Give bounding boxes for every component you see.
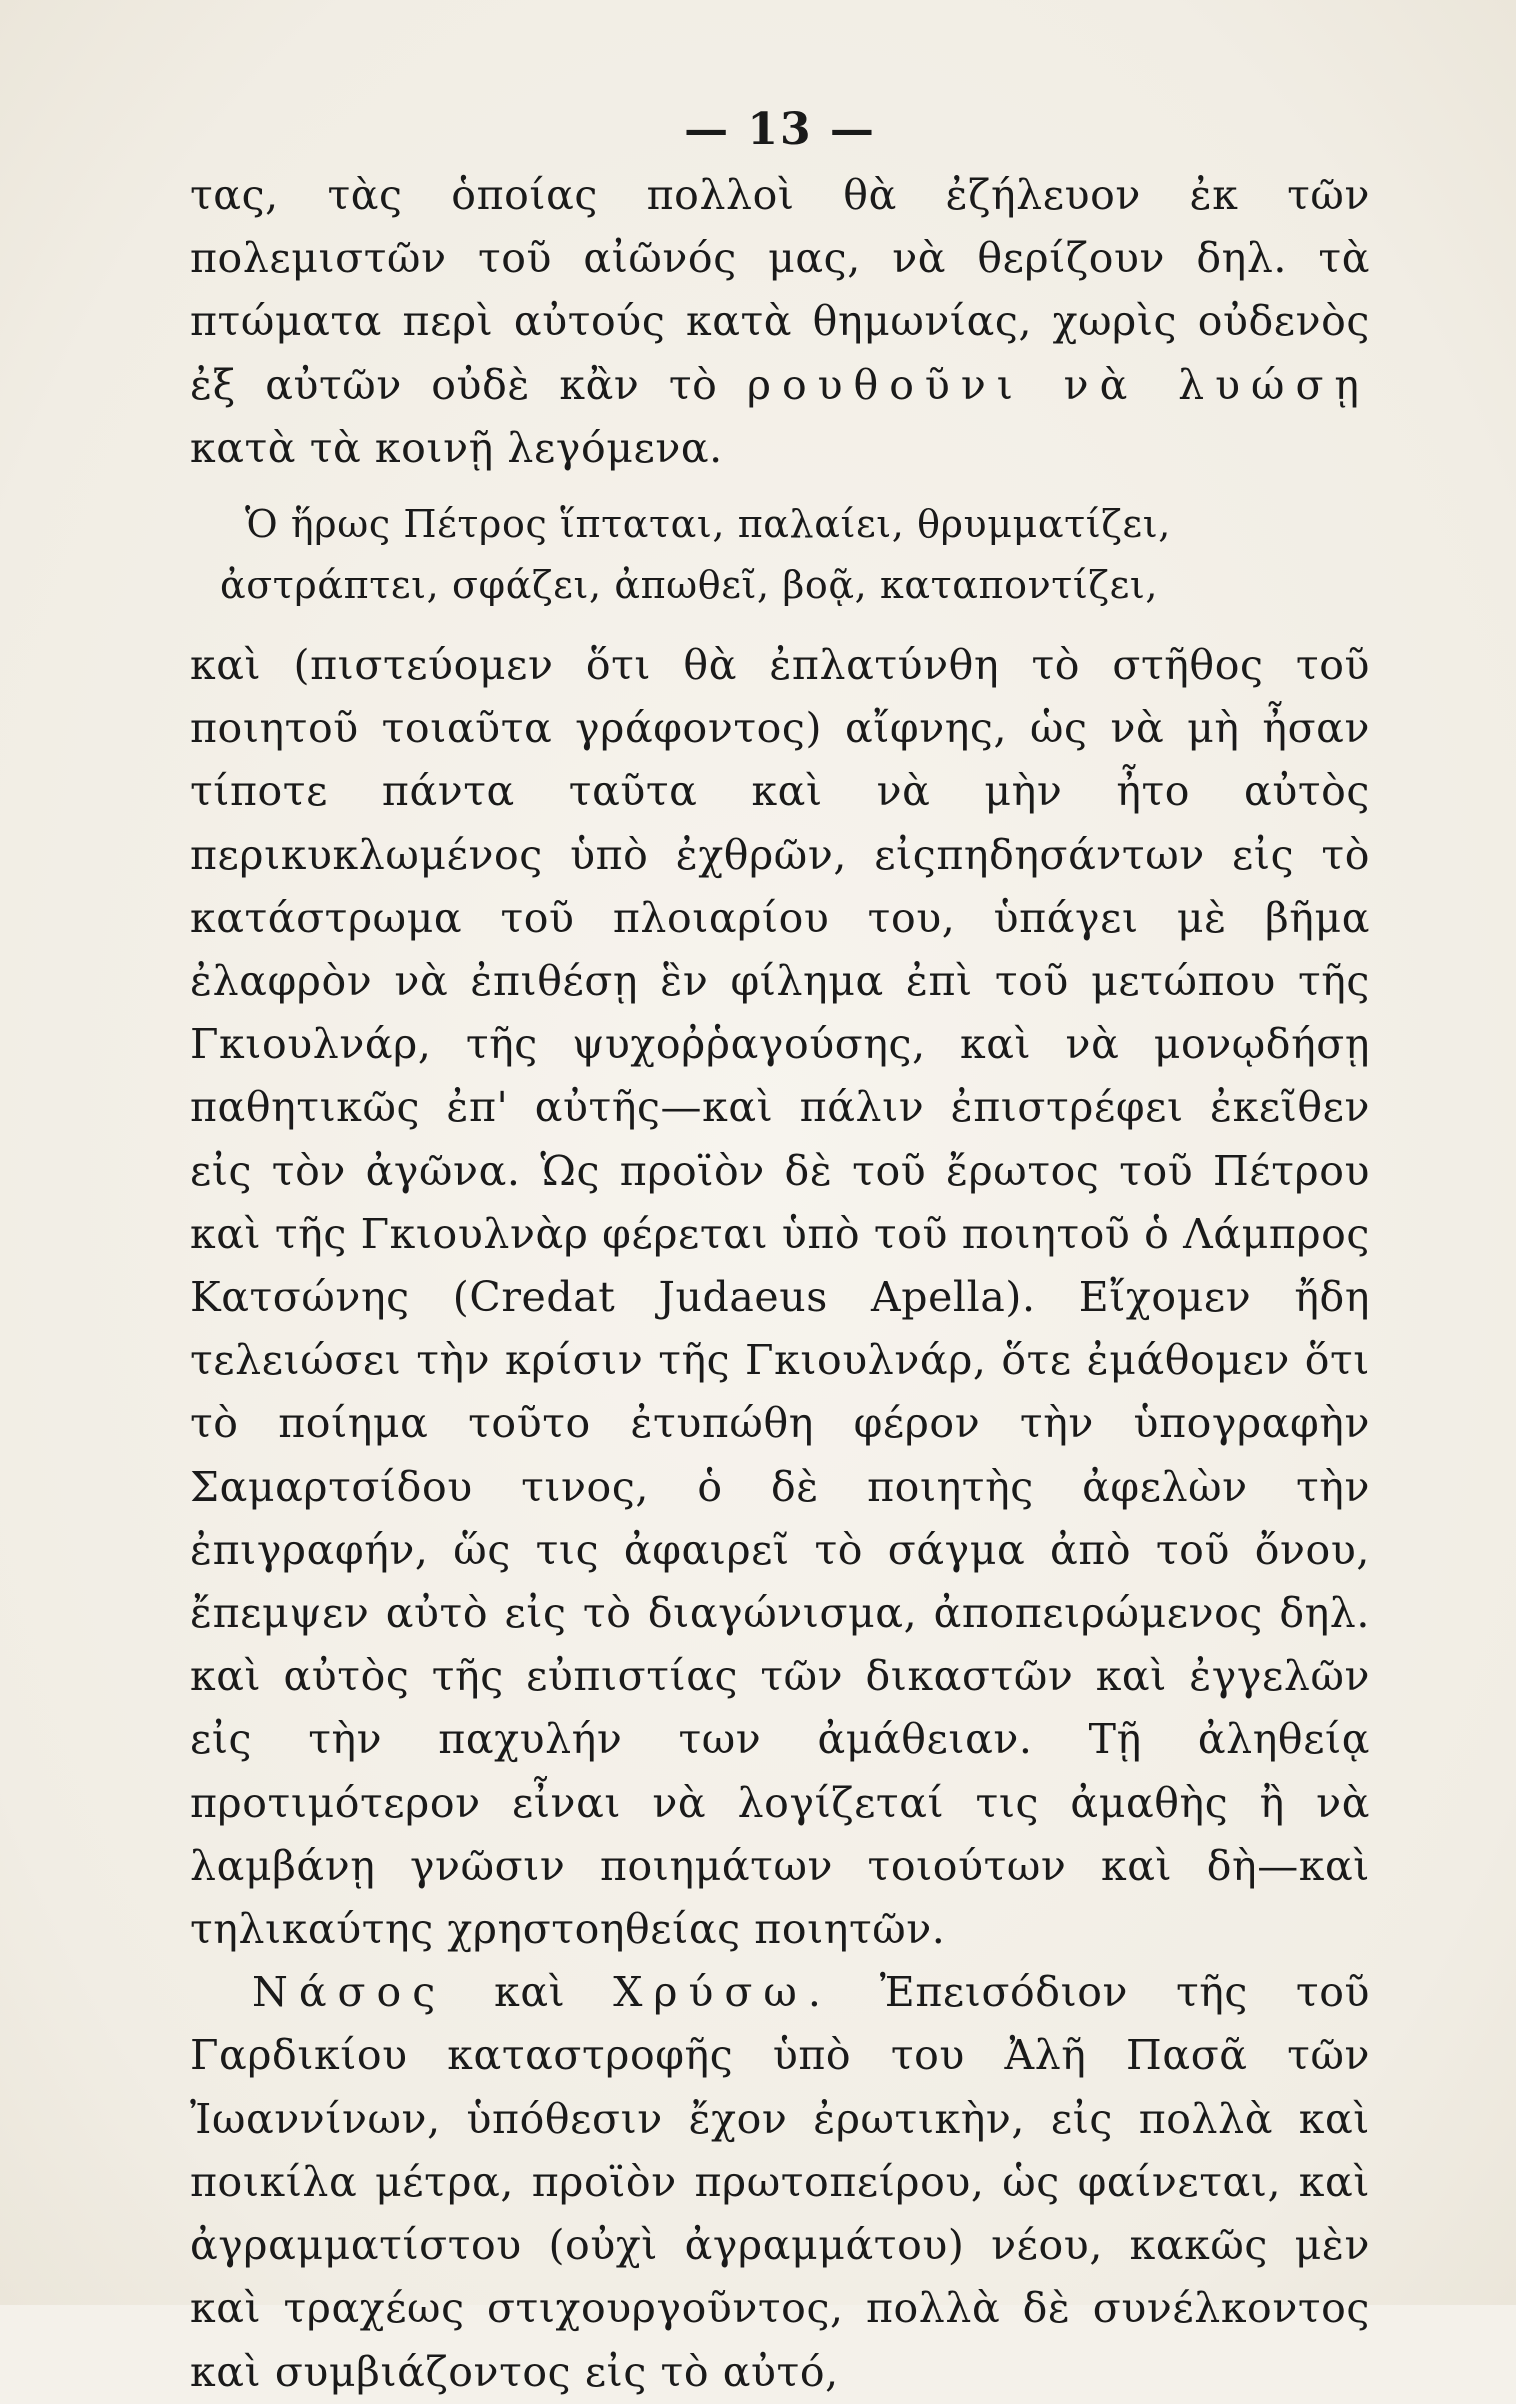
paragraph-1-end: κατὰ τὰ κοινῇ λεγόμενα. (190, 423, 723, 472)
work-title-nasos: Νάσος (252, 1968, 447, 2017)
verse-quote (190, 494, 1370, 616)
text-block (190, 100, 1370, 2404)
verse-line-1: Ὁ ἥρως Πέτρος ἵπταται, παλαίει, θρυμματίζει, (245, 502, 1171, 547)
paragraph-1 (190, 164, 1370, 480)
paragraph-2: καὶ (πιστεύομεν ὅτι θὰ ἐπλατύνθη τὸ στῆθος τοῦ ποιητοῦ τοιαῦτα γράφοντος) αἴφνης, ὡς νὰ μὴ ἦσαν τίποτε πάντα ταῦτα καὶ νὰ μὴν ἦτο αὐτὸς περικυκλωμένος ὑπὸ ἐχθρῶν, εἰςπηδησάντων εἰς τὸ κατάστρωμα τοῦ πλοιαρίου του, ὑπάγει μὲ βῆμα ἐλαφρὸν νὰ ἐπιθέσῃ ἓν φίλημα ἐπὶ τοῦ μετώπου τῆς Γκιουλνάρ, τῆς ψυχοῤῥαγούσης, καὶ νὰ μονῳδήσῃ παθητικῶς ἐπ' αὐτῆς—καὶ πάλιν ἐπιστρέφει ἐκεῖθεν εἰς τὸν ἀγῶνα. Ὡς προϊὸν δὲ τοῦ ἔρωτος τοῦ Πέτρου καὶ τῆς Γκιουλνὰρ φέρεται ὑπὸ τοῦ ποιητοῦ ὁ Λάμπρος Κατσώνης (Credat Judaeus Apella). Εἴχομεν ἤδη τελειώσει τὴν κρίσιν τῆς Γκιουλνάρ, ὅτε ἐμάθομεν ὅτι τὸ ποίημα τοῦτο ἐτυπώθη φέρον τὴν ὑπογραφὴν Σαμαρτσίδου τινος, ὁ δὲ ποιητὴς ἀφελὼν τὴν ἐπιγραφήν, ὥς τις ἀφαιρεῖ τὸ σάγμα ἀπὸ τοῦ ὄνου, ἔπεμψεν αὐτὸ εἰς τὸ διαγώνισμα, ἀποπειρώμενος δηλ. καὶ αὐτὸς τῆς εὐπιστίας τῶν δικαστῶν καὶ ἐγγελῶν εἰς τὴν παχυλήν των ἀμάθειαν. Τῇ ἀληθείᾳ προτιμότερον εἶναι νὰ λογίζεταί τις ἀμαθὴς ἢ νὰ λαμβάνῃ γνῶσιν ποιημάτων τοιούτων καὶ δὴ—καὶ τηλικαύτης χρηστοηθείας ποιητῶν. (190, 641, 1370, 1954)
paragraph-3-text: Ἐπεισόδιον τῆς τοῦ Γαρδικίου καταστροφῆς ὑπὸ του Ἀλῆ Πασᾶ τῶν Ἰωαννίνων, ὑπόθεσιν ἔχον ἐρωτικὴν, εἰς πολλὰ καὶ ποικίλα μέτρα, προϊὸν πρωτοπείρου, ὡς φαίνεται, καὶ ἀγραμματίστου (οὐχὶ ἀγραμμάτου) νέου, κακῶς μὲν καὶ τραχέως στιχουργοῦντος, πολλὰ δὲ συνέλκοντος καὶ συμβιάζοντος εἰς τὸ αὐτό, (190, 1968, 1370, 2396)
paragraph-3 (190, 1961, 1370, 2403)
verse-line-2: ἀστράπτει, σφάζει, ἀπωθεῖ, βοᾷ, καταποντίζει, (220, 563, 1159, 608)
work-title-chryso: Χρύσω. (613, 1968, 832, 2017)
paragraph-1-text: τας, τὰς ὁποίας πολλοὶ θὰ ἐζήλευον ἐκ τῶν πολεμιστῶν τοῦ αἰῶνός μας, νὰ θερίζουν δηλ. τὰ πτώματα περὶ αὐτούς κατὰ θημωνίας, χωρὶς οὐδενὸς ἐξ αὐτῶν οὐδὲ κἂν τὸ (190, 171, 1370, 409)
page-number: — 13 — (684, 104, 876, 155)
conjunction: καὶ (446, 1968, 614, 2017)
spaced-phrase: ρουθοῦνι νὰ λυώσῃ (746, 360, 1370, 409)
